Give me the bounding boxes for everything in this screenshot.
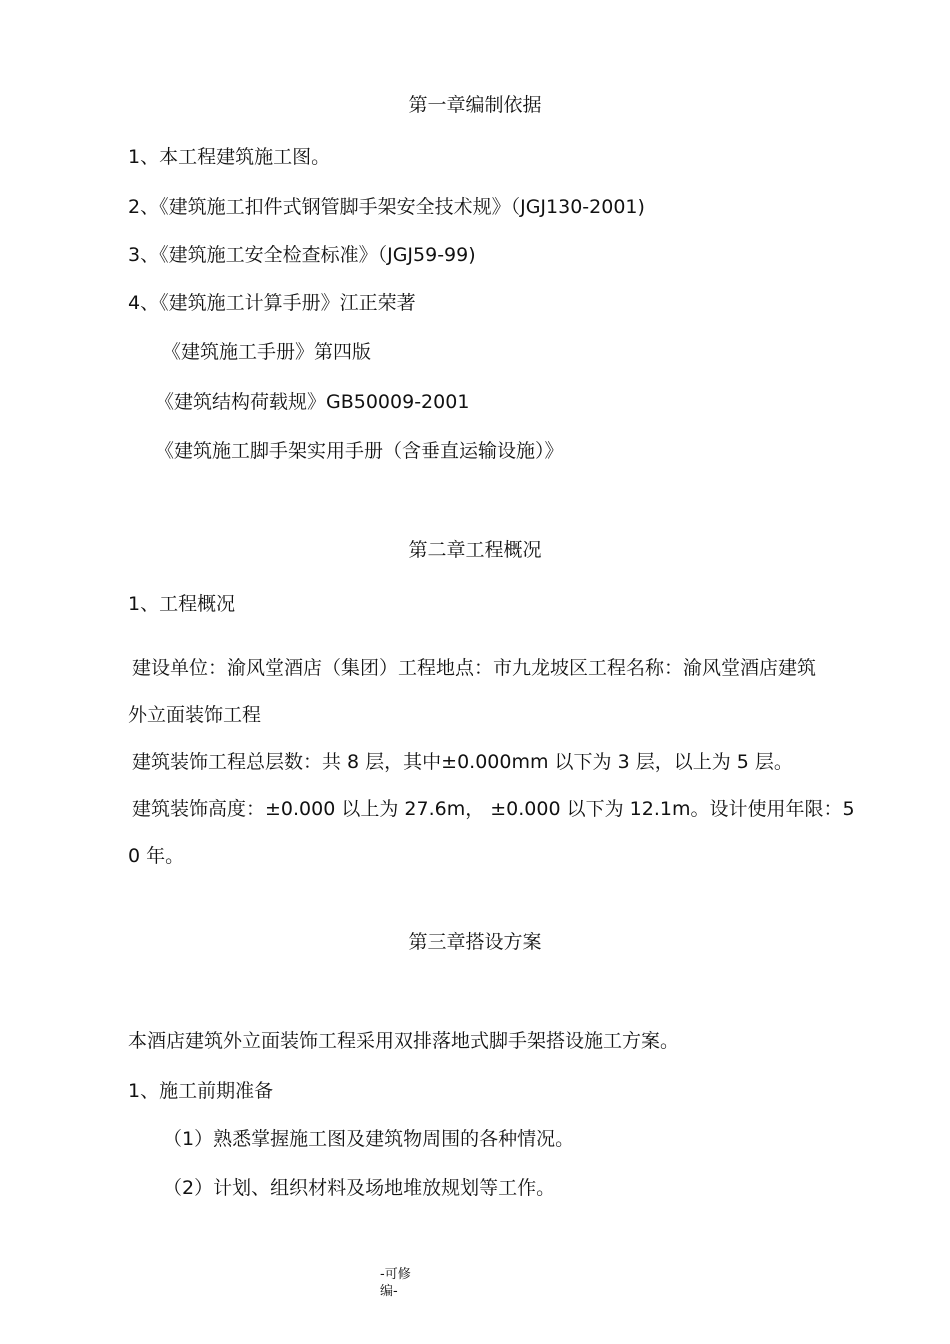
preparation-section-title: 1、施工前期准备 [128,1080,274,1102]
overview-line-5: 0 年。 [128,845,185,867]
basis-item-2: 2、《建筑施工扣件式钢管脚手架安全技术规》（JGJ130-2001) [128,196,645,218]
basis-item-1: 1、本工程建筑施工图。 [128,146,331,168]
chapter-3-title: 第三章搭设方案 [408,931,542,953]
overview-section-title: 1、工程概况 [128,593,236,615]
scheme-intro: 本酒店建筑外立面装饰工程采用双排落地式脚手架搭设施工方案。 [128,1030,680,1052]
overview-line-3: 建筑装饰工程总层数：共 8 层，其中±0.000mm 以下为 3 层，以上为 5 层。 [132,751,793,773]
basis-item-5: 《建筑施工手册》第四版 [162,341,372,363]
basis-item-3: 3、《建筑施工安全检查标准》（JGJ59-99) [128,244,476,266]
overview-line-4: 建筑装饰高度：±0.000 以上为 27.6m， ±0.000 以下为 12.1m。设计使用年限：5 [132,798,855,820]
basis-item-6: 《建筑结构荷载规》GB50009-2001 [155,391,470,413]
chapter-1-title: 第一章编制依据 [408,94,542,116]
overview-line-1: 建设单位：渝风堂酒店（集团）工程地点：市九龙坡区工程名称：渝风堂酒店建筑 [132,657,817,679]
overview-line-2: 外立面装饰工程 [128,704,262,726]
basis-item-4: 4、《建筑施工计算手册》江正荣著 [128,292,416,314]
preparation-step-1: （1）熟悉掌握施工图及建筑物周围的各种情况。 [163,1128,575,1150]
basis-item-7: 《建筑施工脚手架实用手册（含垂直运输设施）》 [155,440,564,462]
footer-line-2: 编- [380,1284,398,1299]
preparation-step-2: （2）计划、组织材料及场地堆放规划等工作。 [163,1177,556,1199]
footer-line-1: -可修 [380,1267,411,1282]
chapter-2-title: 第二章工程概况 [408,539,542,561]
